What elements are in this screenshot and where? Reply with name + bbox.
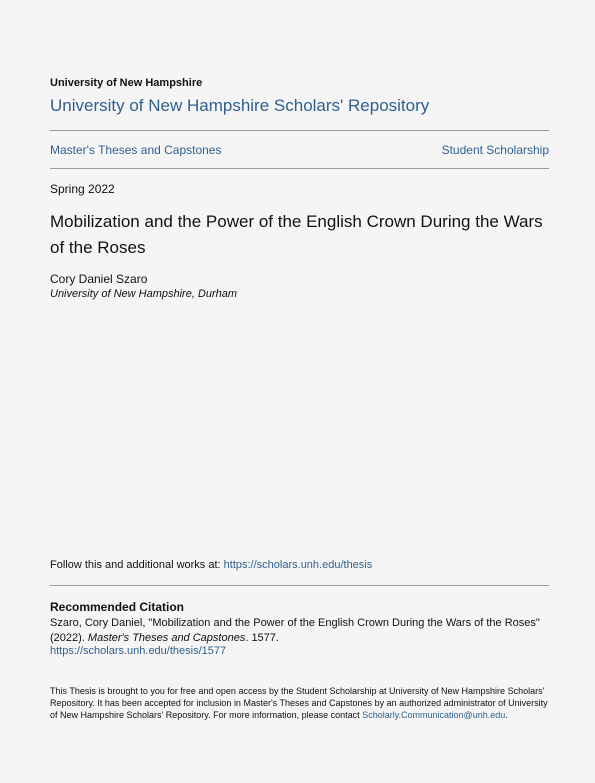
citation-series: Master's Theses and Capstones: [87, 632, 246, 644]
access-notice: [50, 685, 550, 721]
access-notice-text: This Thesis is brought to you for free and open access by the Student Scholarship at University of New Hampshire Scholars' Repository. It has been accepted for inclusion in Master's Theses and Capstones by an authorized administrator of University of New Hampshire Scholars' Repository. For more information, please contact: [50, 686, 548, 720]
institution-name: University of New Hampshire: [50, 77, 203, 89]
access-notice-end: .: [505, 710, 508, 720]
follow-link[interactable]: https://scholars.unh.edu/thesis: [223, 559, 373, 571]
author-affiliation: University of New Hampshire, Durham: [50, 288, 238, 300]
contact-email-link[interactable]: Scholarly.Communication@unh.edu: [362, 710, 506, 720]
citation-body: Szaro, Cory Daniel, "Mobilization and the Power of the English Crown During the Wars of the Roses" (2022).: [50, 617, 540, 644]
student-scholarship-link[interactable]: Student Scholarship: [441, 143, 549, 157]
citation-heading: Recommended Citation: [50, 600, 185, 614]
header-divider: [50, 168, 549, 169]
citation-url[interactable]: https://scholars.unh.edu/thesis/1577: [50, 645, 227, 657]
citation-divider: [50, 585, 549, 586]
top-divider: [50, 130, 549, 131]
citation-number: . 1577.: [245, 632, 279, 644]
collection-link[interactable]: Master's Theses and Capstones: [50, 143, 222, 157]
repository-link[interactable]: University of New Hampshire Scholars' Repository: [50, 96, 430, 115]
citation-text: [50, 616, 550, 646]
follow-line: [50, 559, 372, 571]
document-title: Mobilization and the Power of the English Crown During the Wars of the Roses: [50, 212, 543, 257]
publication-date: Spring 2022: [50, 182, 115, 196]
author-name: Cory Daniel Szaro: [50, 272, 148, 286]
follow-text: Follow this and additional works at:: [50, 559, 224, 571]
